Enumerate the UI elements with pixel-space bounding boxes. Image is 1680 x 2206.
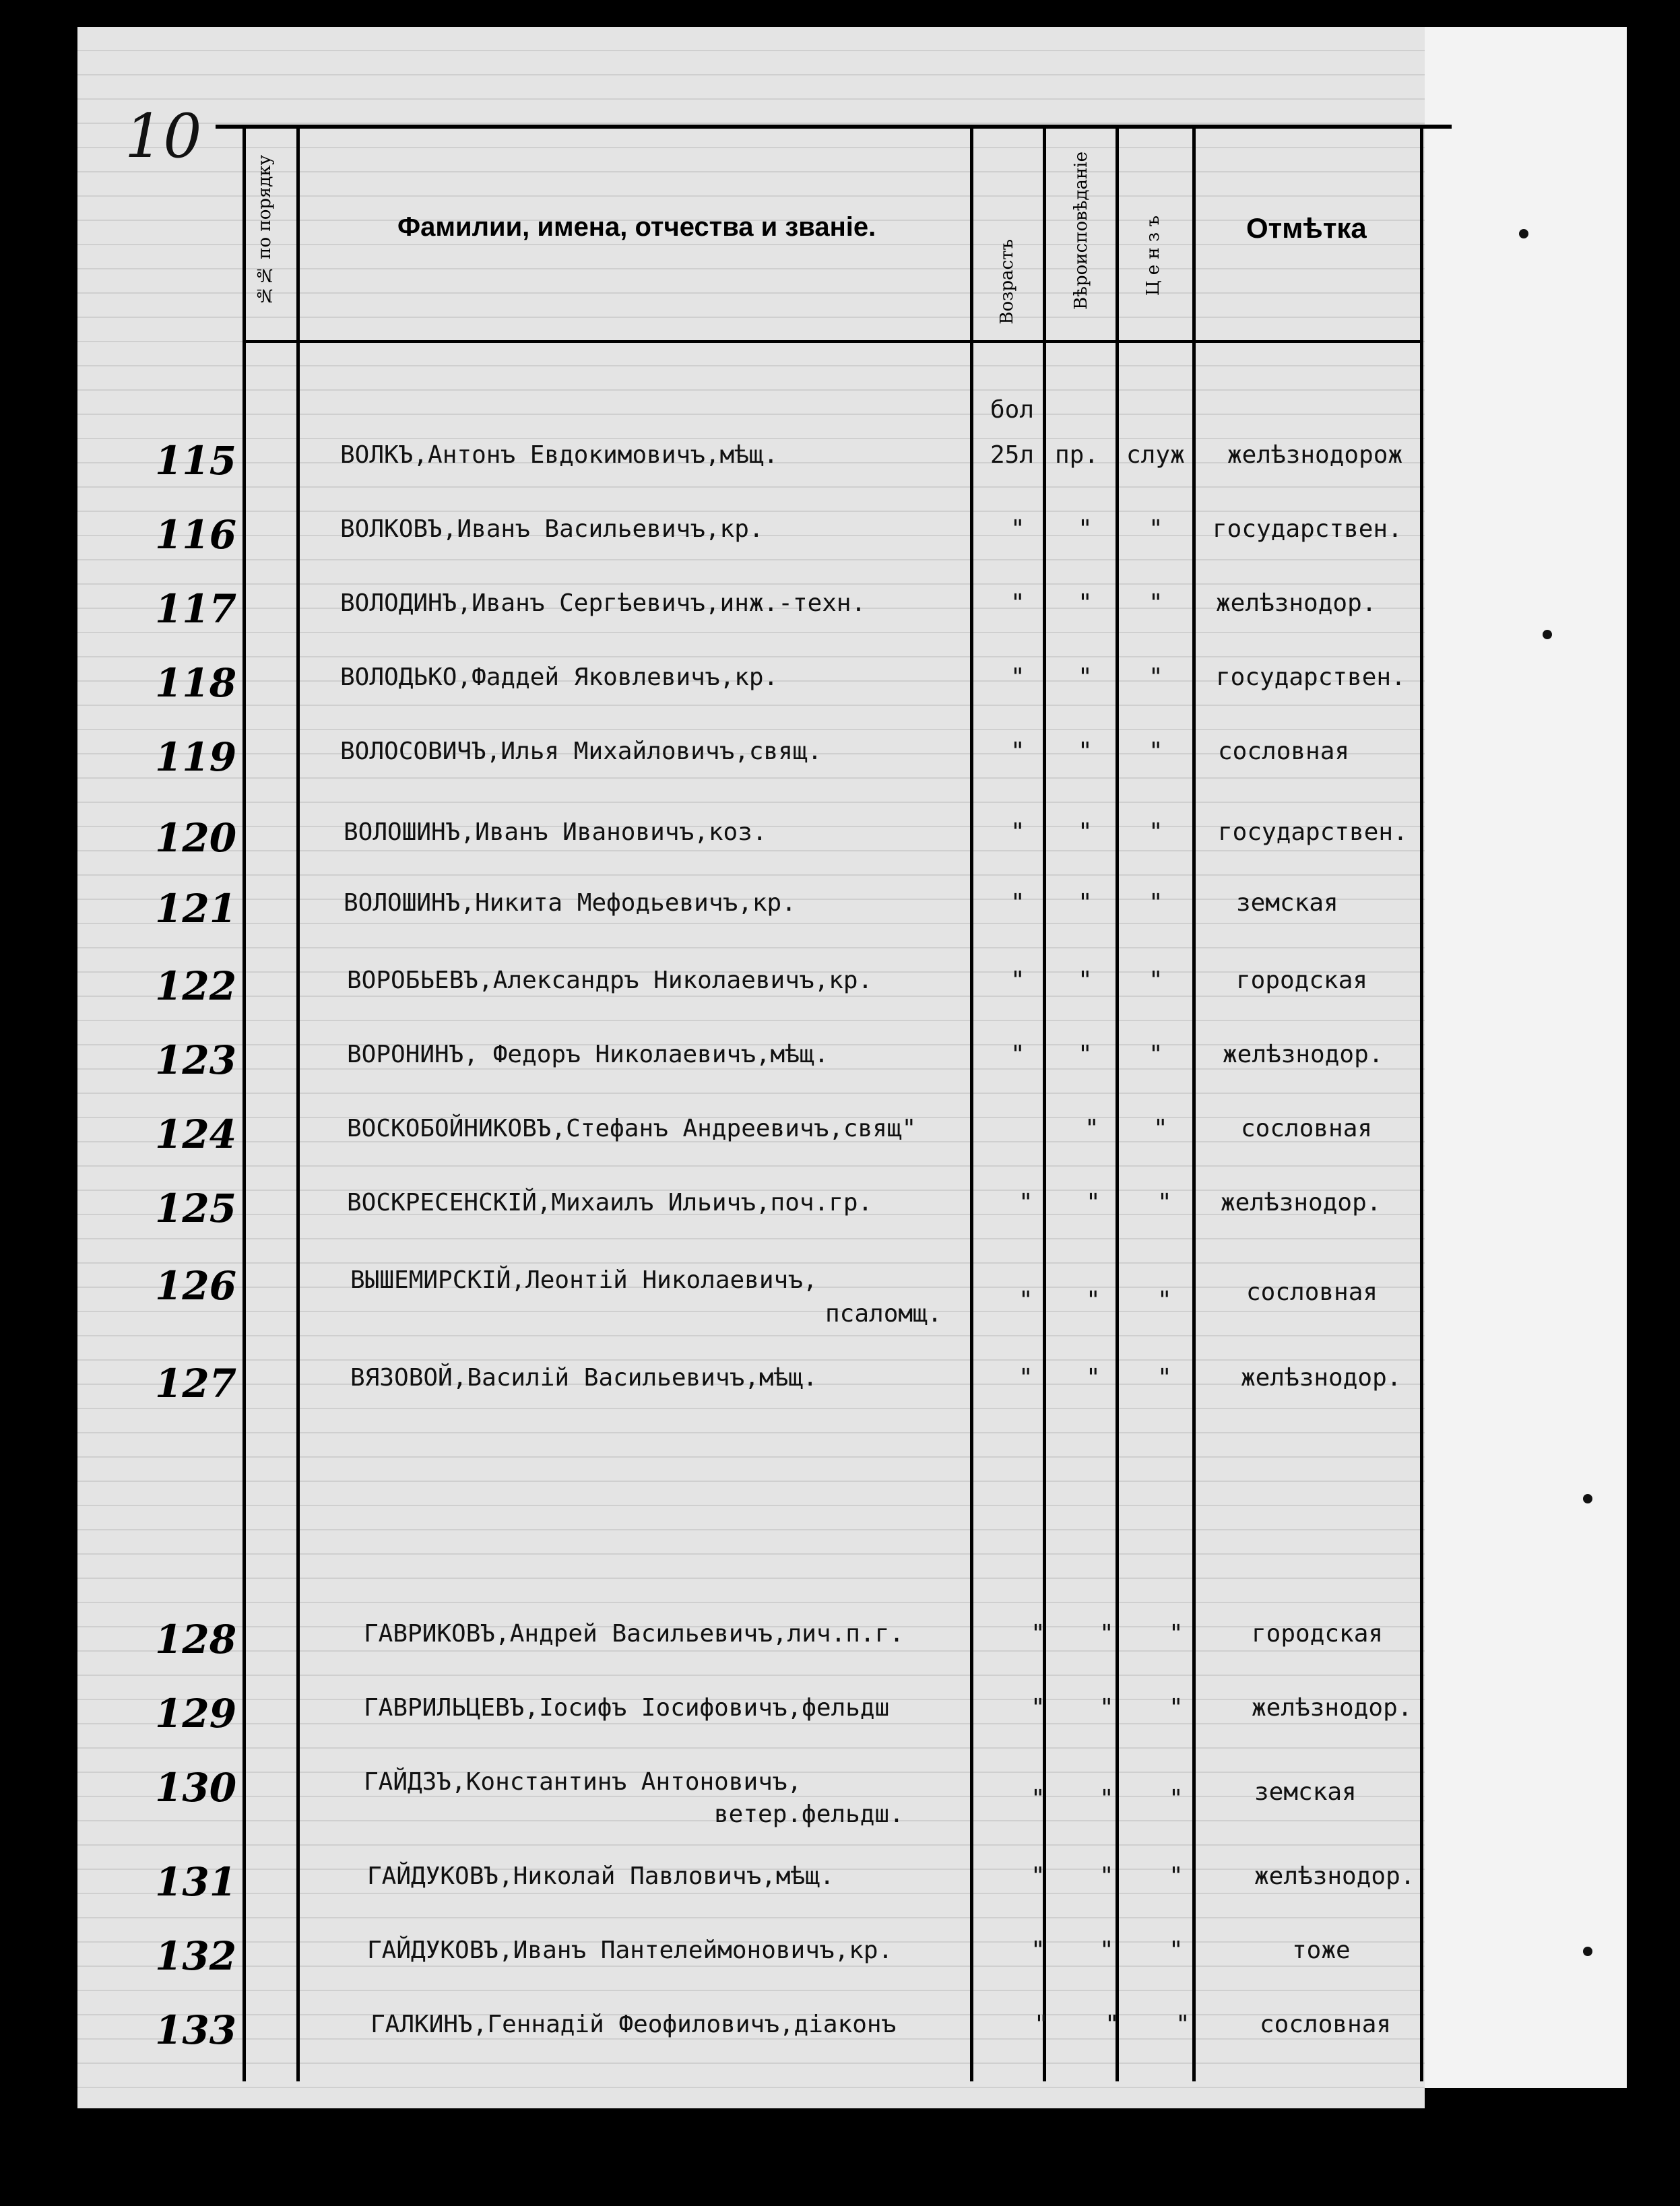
row-number: 122 bbox=[155, 963, 237, 1009]
row-religion: пр. bbox=[1055, 441, 1099, 469]
row-age: " bbox=[1010, 818, 1025, 846]
row-census: " bbox=[1149, 663, 1163, 691]
row-name: ВЫШЕМИРСКІЙ,Леонтій Николаевичъ, bbox=[350, 1266, 818, 1294]
row-census: " bbox=[1169, 1694, 1184, 1722]
row-age: " bbox=[1010, 589, 1025, 617]
row-number: 129 bbox=[155, 1691, 237, 1737]
row-age: " bbox=[1010, 663, 1025, 691]
row-number: 128 bbox=[155, 1617, 237, 1662]
row-name: ГАЙДУКОВЪ,Николай Павловичъ,мѣщ. bbox=[367, 1862, 835, 1890]
row-number: 115 bbox=[155, 438, 237, 484]
row-census: " bbox=[1149, 1041, 1163, 1068]
row-mark: сословная bbox=[1246, 1278, 1378, 1306]
row-mark: земская bbox=[1236, 889, 1338, 917]
col-rule-3 bbox=[970, 128, 973, 2081]
row-number: 124 bbox=[155, 1111, 237, 1157]
row-name-continued: псаломщ. bbox=[825, 1300, 942, 1328]
row-mark: городская bbox=[1236, 967, 1368, 994]
header-bottom-rule bbox=[243, 340, 1421, 343]
row-age: " bbox=[1010, 967, 1025, 994]
row-age: " bbox=[1031, 1862, 1045, 1890]
row-number: 131 bbox=[155, 1859, 237, 1905]
row-census: " bbox=[1149, 967, 1163, 994]
row-census: " bbox=[1169, 1862, 1184, 1890]
row-mark: государствен. bbox=[1216, 663, 1406, 691]
row-name: ВОЛКОВЪ,Иванъ Васильевичъ,кр. bbox=[340, 515, 764, 543]
row-age: " bbox=[1019, 1189, 1033, 1216]
row-religion: " bbox=[1086, 1189, 1101, 1216]
binding-hole bbox=[1519, 229, 1528, 238]
row-religion: " bbox=[1078, 738, 1093, 765]
row-age: " bbox=[1010, 738, 1025, 765]
row-number: 130 bbox=[155, 1765, 237, 1811]
row-name: ГАВРИКОВЪ,Андрей Васильевичъ,лич.п.г. bbox=[364, 1620, 904, 1648]
col-rule-2 bbox=[296, 128, 300, 2081]
row-mark: государствен. bbox=[1213, 515, 1402, 543]
row-number: 117 bbox=[155, 586, 237, 632]
row-census: " bbox=[1169, 1620, 1184, 1648]
row-religion: " bbox=[1078, 889, 1093, 917]
row-name: ВОЛОДЬКО,Фаддей Яковлевичъ,кр. bbox=[340, 663, 779, 691]
row-age: " bbox=[1010, 889, 1025, 917]
row-name-continued: ветер.фельдш. bbox=[714, 1801, 904, 1828]
row-name: ВЯЗОВОЙ,Василій Васильевичъ,мѣщ. bbox=[350, 1364, 818, 1392]
binding-hole bbox=[1543, 630, 1552, 639]
page-number: 10 bbox=[125, 101, 202, 172]
header-mark: Отмѣтка bbox=[1246, 212, 1367, 244]
row-census: " bbox=[1149, 889, 1163, 917]
col-rule-7 bbox=[1420, 128, 1423, 2081]
row-number: 125 bbox=[155, 1186, 237, 1231]
row-mark: городская bbox=[1252, 1620, 1384, 1648]
row-census: " bbox=[1169, 1937, 1184, 1964]
row-religion: " bbox=[1078, 589, 1093, 617]
row-census: " bbox=[1169, 1785, 1184, 1813]
row-mark: тоже bbox=[1292, 1937, 1351, 1964]
row-name: ВОЛОДИНЪ,Иванъ Сергѣевичъ,инж.-техн. bbox=[340, 589, 866, 617]
row-name: ВОСКРЕСЕНСКІЙ,Михаилъ Ильичъ,поч.гр. bbox=[347, 1189, 873, 1216]
row-census: " bbox=[1149, 738, 1163, 765]
row-mark: желѣзнодор. bbox=[1216, 589, 1377, 617]
row-name: ГАЙДУКОВЪ,Иванъ Пантелеймоновичъ,кр. bbox=[367, 1937, 893, 1964]
row-name: ВОРОНИНЪ, Федоръ Николаевичъ,мѣщ. bbox=[347, 1041, 829, 1068]
row-religion: " bbox=[1105, 2011, 1120, 2038]
row-number: 121 bbox=[155, 886, 237, 932]
row-age: " bbox=[1034, 2011, 1049, 2038]
row-census: " bbox=[1153, 1115, 1168, 1142]
row-age-top: бол bbox=[990, 396, 1035, 424]
row-religion: " bbox=[1078, 515, 1093, 543]
row-religion: " bbox=[1099, 1620, 1114, 1648]
col-rule-5 bbox=[1116, 128, 1119, 2081]
row-age: " bbox=[1010, 515, 1025, 543]
row-religion: " bbox=[1078, 663, 1093, 691]
row-census: " bbox=[1149, 589, 1163, 617]
row-age: " bbox=[1019, 1364, 1033, 1392]
row-census: " bbox=[1157, 1189, 1172, 1216]
binding-hole bbox=[1583, 1947, 1592, 1956]
row-census: " bbox=[1149, 818, 1163, 846]
binding-hole bbox=[1583, 1494, 1592, 1503]
row-mark: сословная bbox=[1218, 738, 1350, 765]
row-name: ВОРОБЬЕВЪ,Александръ Николаевичъ,кр. bbox=[347, 967, 873, 994]
row-number: 120 bbox=[155, 815, 237, 861]
row-religion: " bbox=[1085, 1115, 1099, 1142]
row-age: " bbox=[1031, 1937, 1045, 1964]
row-mark: желѣзнодор. bbox=[1221, 1189, 1382, 1216]
col-rule-1 bbox=[243, 128, 246, 2081]
row-age: 25л bbox=[990, 441, 1035, 469]
header-census: Ц е н з ъ bbox=[1143, 216, 1163, 296]
row-age: " bbox=[1010, 1041, 1025, 1068]
row-name: ВОЛКЪ,Антонъ Евдокимовичъ,мѣщ. bbox=[340, 441, 779, 469]
row-age: " bbox=[1031, 1620, 1045, 1648]
row-religion: " bbox=[1086, 1364, 1101, 1392]
row-mark: сословная bbox=[1241, 1115, 1373, 1142]
row-number: 127 bbox=[155, 1361, 237, 1406]
row-mark: желѣзнодор. bbox=[1241, 1364, 1402, 1392]
col-rule-6 bbox=[1192, 128, 1196, 2081]
row-number: 116 bbox=[155, 512, 237, 558]
row-religion: " bbox=[1078, 1041, 1093, 1068]
row-census: " bbox=[1157, 1364, 1172, 1392]
row-name: ГАЛКИНЪ,Геннадій Феофиловичъ,діаконъ bbox=[370, 2011, 897, 2038]
row-mark: желѣзнодор. bbox=[1254, 1862, 1415, 1890]
row-religion: " bbox=[1078, 818, 1093, 846]
row-number: 126 bbox=[155, 1263, 237, 1309]
row-census: " bbox=[1149, 515, 1163, 543]
row-age: " bbox=[1019, 1287, 1033, 1314]
row-name: ВОЛОШИНЪ,Никита Мефодьевичъ,кр. bbox=[344, 889, 796, 917]
row-mark: желѣзнодор. bbox=[1252, 1694, 1413, 1722]
row-religion: " bbox=[1099, 1862, 1114, 1890]
header-order: №№ по порядку bbox=[255, 155, 275, 306]
row-number: 123 bbox=[155, 1037, 237, 1083]
header-name: Фамилии, имена, отчества и званіе. bbox=[397, 212, 876, 242]
row-census: " bbox=[1175, 2011, 1190, 2038]
row-religion: " bbox=[1099, 1937, 1114, 1964]
row-mark: сословная bbox=[1260, 2011, 1392, 2038]
row-name: ГАВРИЛЬЦЕВЪ,Іосифъ Іосифовичъ,фельдш bbox=[364, 1694, 890, 1722]
row-name: ГАЙДЗЪ,Константинъ Антоновичъ, bbox=[364, 1768, 802, 1796]
row-religion: " bbox=[1099, 1785, 1114, 1813]
header-religion: Вѣроисповѣданіе bbox=[1071, 152, 1091, 310]
page-edge bbox=[1425, 27, 1627, 2088]
row-census: служ bbox=[1126, 441, 1185, 469]
row-number: 118 bbox=[155, 660, 237, 706]
row-mark: государствен. bbox=[1218, 818, 1408, 846]
row-name: ВОЛОШИНЪ,Иванъ Ивановичъ,коз. bbox=[344, 818, 767, 846]
row-census: " bbox=[1157, 1287, 1172, 1314]
row-number: 132 bbox=[155, 1933, 237, 1979]
row-age: " bbox=[1031, 1694, 1045, 1722]
row-religion: " bbox=[1078, 967, 1093, 994]
row-name: ВОЛОСОВИЧЪ,Илья Михайловичъ,свящ. bbox=[340, 738, 822, 765]
row-age: " bbox=[1031, 1785, 1045, 1813]
row-mark: желѣзнодор. bbox=[1223, 1041, 1384, 1068]
row-mark: желѣзнодорож bbox=[1227, 441, 1403, 469]
row-number: 119 bbox=[155, 734, 237, 780]
row-number: 133 bbox=[155, 2007, 237, 2053]
header-top-rule bbox=[216, 125, 1452, 129]
row-religion: " bbox=[1086, 1287, 1101, 1314]
row-name: ВОСКОБОЙНИКОВЪ,Стефанъ Андреевичъ,свящ" bbox=[347, 1115, 917, 1142]
row-mark: земская bbox=[1254, 1778, 1357, 1806]
header-age: Возрастъ bbox=[997, 239, 1017, 325]
row-religion: " bbox=[1099, 1694, 1114, 1722]
